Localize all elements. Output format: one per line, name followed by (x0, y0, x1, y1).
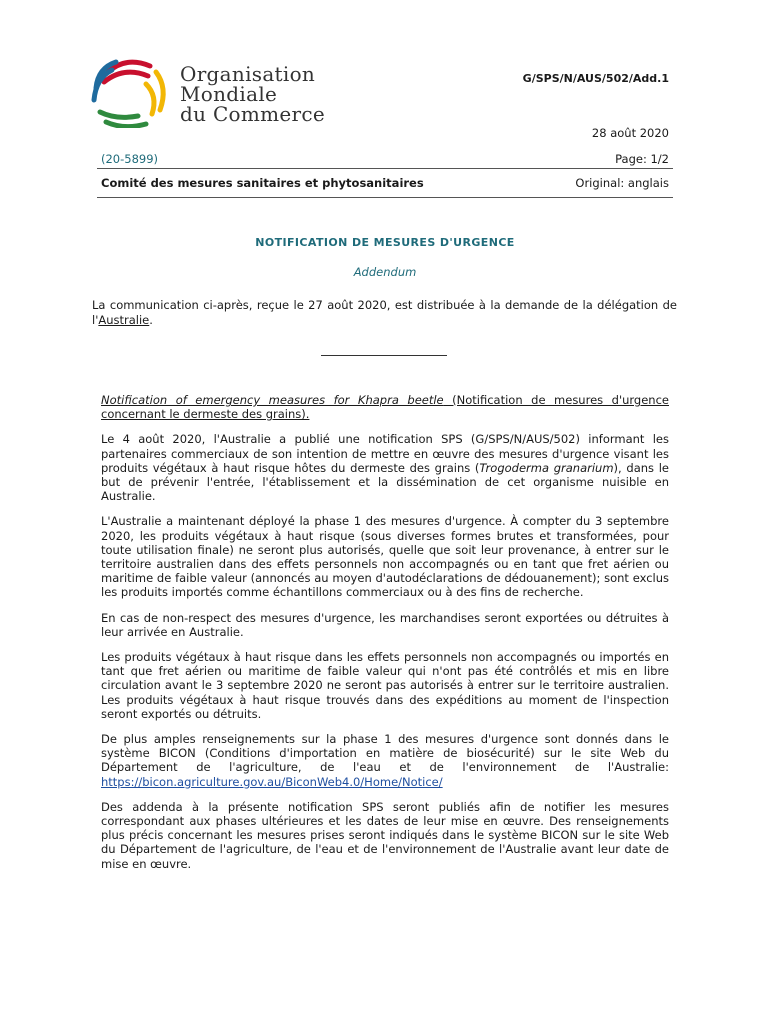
section-separator (321, 355, 447, 356)
paragraph-6: Des addenda à la présente notification SPS seront publiés afin de notifier les mesures correspondant aux phases ultérieures et les dates de leur mise en œuvre. Des renseignements plus précis concernant les mesures prises seront indiqués dans le système BICON sur le site Web du Département de l'agriculture, de l'eau et de l'environnement de l'Australie avant leur date de mise en œuvre. (101, 799, 669, 871)
addendum-label: Addendum (353, 265, 417, 279)
p1-before: Le 4 août 2020, l'Australie a publié une notification SPS (G/SPS/N/AUS/502) informant les partenaires commerciaux de son intention de mettre en œuvre des mesures d'urgence visant les produits végétaux à haut risque hôtes du dermeste des grains ( (101, 432, 669, 475)
paragraph-2: L'Australie a maintenant déployé la phase 1 des mesures d'urgence. À compter du 3 septembre 2020, les produits végétaux à haut risque (sous diverses formes brutes et transformées, pour toute utilisation finale) ne seront plus autorisés, quelle que soit leur provenance, à entrer sur le territoire australien dans des effets personnels non accompagnés ou en tant que fret aérien ou maritime de faible valeur (annoncés au moyen d'autodéclarations de dédouanement); sont exclus les produits importés comme échantillons commerciaux ou à des fins de recherche. (101, 514, 669, 600)
intro-country: Australie (98, 313, 150, 327)
page-number: Page: 1/2 (615, 152, 669, 166)
organization-name (180, 64, 325, 124)
p1-after: ), dans le but de prévenir l'entrée, l'établissement et la dissémination de cet organisme nuisible en Australie. (101, 460, 669, 504)
paragraph-5 (101, 732, 669, 789)
p1-species: Trogoderma granarium (479, 460, 614, 475)
p5-text: De plus amples renseignements sur la phase 1 des mesures d'urgence sont donnés dans le système BICON (Conditions d'importation en matière de biosécurité) sur le site Web du Département de l'agriculture, de l'eau et de l'environnement de l'Australie: (101, 732, 669, 775)
org-name-line3: du Commerce (180, 102, 326, 126)
bicon-link[interactable]: https://bicon.agriculture.gov.au/BiconWeb4.0/Home/Notice/ (101, 774, 443, 789)
intro-end: . (149, 313, 153, 327)
notification-body (101, 393, 669, 882)
notification-title: NOTIFICATION DE MESURES D'URGENCE (255, 236, 515, 249)
paragraph-3: En cas de non-respect des mesures d'urgence, les marchandises seront exportées ou détruites à leur arrivée en Australie. (101, 610, 669, 639)
lead-paragraph (101, 393, 669, 421)
lead-title: Notification of emergency measures for Khapra beetle (101, 393, 444, 407)
original-language: Original: anglais (575, 176, 669, 190)
paragraph-4: Les produits végétaux à haut risque dans les effets personnels non accompagnés ou importés en tant que fret aérien ou maritime de faible valeur qui n'ont pas été contrôlés et mis en libre circulation avant le 3 septembre 2020 ne seront pas autorisés à entrer sur le territoire australien. Les produits végétaux à haut risque trouvés dans des expéditions au moment de l'inspection seront exportés ou détruits. (101, 650, 669, 721)
intro-text: La communication ci-après, reçue le 27 août 2020, est distribuée à la demande de la délégation de l' (92, 298, 677, 327)
paragraph-1 (101, 432, 669, 503)
reference-number: (20-5899) (101, 152, 159, 166)
document-date: 28 août 2020 (591, 126, 669, 140)
committee-name: Comité des mesures sanitaires et phytosanitaires (101, 176, 424, 190)
org-name-line2: Mondiale (180, 82, 278, 106)
intro-paragraph (92, 298, 677, 328)
document-symbol: G/SPS/N/AUS/502/Add.1 (522, 72, 669, 85)
lead-rest: (Notification de mesures d'urgence concernant le dermeste des grains). (101, 393, 669, 422)
header-divider-top (97, 168, 673, 169)
org-name-line1: Organisation (180, 62, 316, 86)
wto-logo-icon (90, 58, 172, 128)
header-divider-bottom (97, 197, 673, 198)
